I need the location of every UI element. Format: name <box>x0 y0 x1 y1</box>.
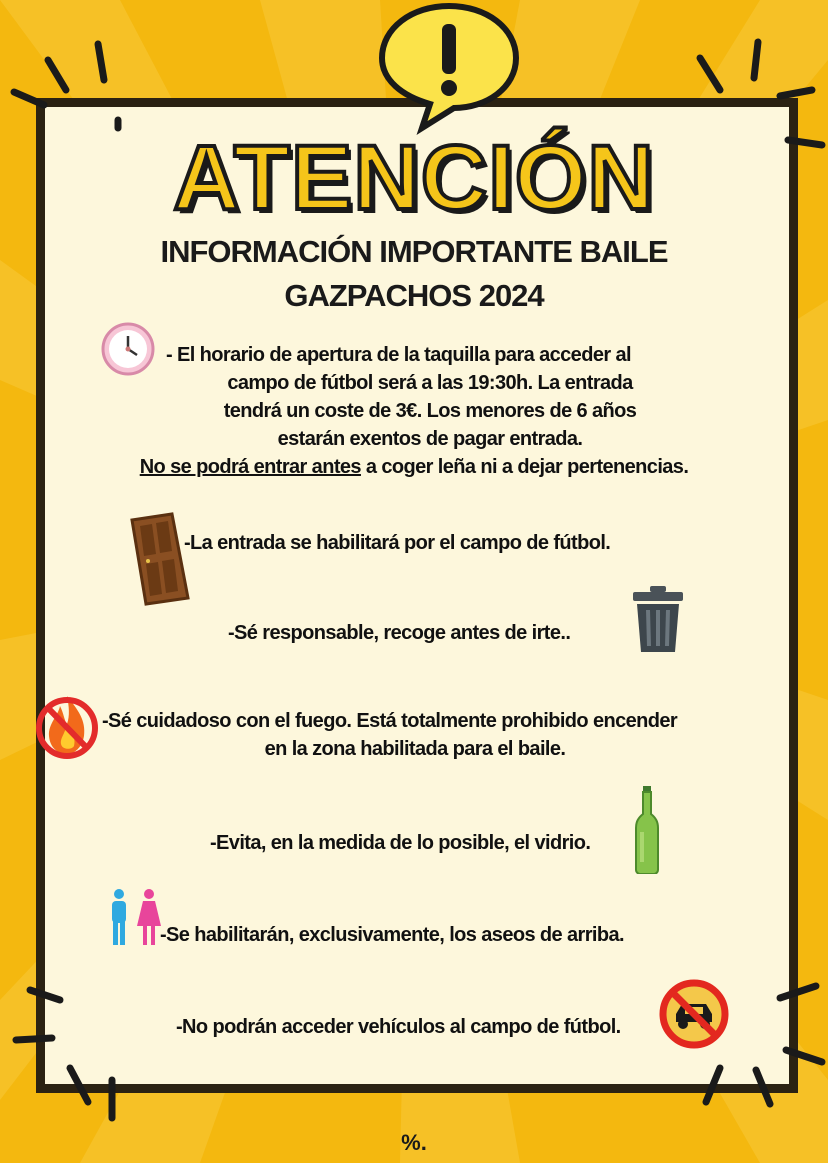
schedule-line: tendrá un coste de 3€. Los menores de 6 años <box>223 400 637 422</box>
schedule-line: - El horario de apertura de la taquilla para acceder al <box>166 344 631 366</box>
exclamation-bubble-icon <box>374 0 524 135</box>
toilets-notice: -Se habilitarán, exclusivamente, los aseos de arriba. <box>160 924 624 946</box>
clock-icon <box>100 322 156 376</box>
page-title: ATENCIÓN <box>173 127 655 229</box>
fire-notice: -Sé cuidadoso con el fuego. Está totalmente prohibido encender <box>102 710 678 732</box>
no-car-icon <box>658 978 730 1050</box>
trash-notice: -Sé responsable, recoge antes de irte.. <box>228 622 571 644</box>
schedule-line: estarán exentos de pagar entrada. <box>277 428 583 450</box>
event-subtitle <box>0 230 828 318</box>
vehicles-notice: -No podrán acceder vehículos al campo de fútbol. <box>176 1016 621 1038</box>
bottle-icon <box>634 786 660 874</box>
glass-notice: -Evita, en la medida de lo posible, el vidrio. <box>210 832 591 854</box>
schedule-warning <box>60 454 768 481</box>
schedule-warning-rest: a coger leña ni a dejar pertenencias. <box>360 456 689 478</box>
trash-can-icon <box>630 584 686 654</box>
subtitle-line: GAZPACHOS 2024 <box>284 278 544 313</box>
no-fire-icon <box>34 690 100 760</box>
schedule-warning-underlined: No se podrá entrar antes <box>139 456 361 478</box>
entrance-notice: -La entrada se habilitará por el campo de fútbol. <box>184 532 611 554</box>
subtitle-line: INFORMACIÓN IMPORTANTE BAILE <box>160 234 668 269</box>
fire-notice: en la zona habilitada para el baile. <box>264 738 566 760</box>
footer-mark: %. <box>401 1130 427 1155</box>
schedule-line: campo de fútbol será a las 19:30h. La entrada <box>227 372 633 394</box>
restroom-icon <box>106 888 166 946</box>
door-icon <box>126 512 192 606</box>
